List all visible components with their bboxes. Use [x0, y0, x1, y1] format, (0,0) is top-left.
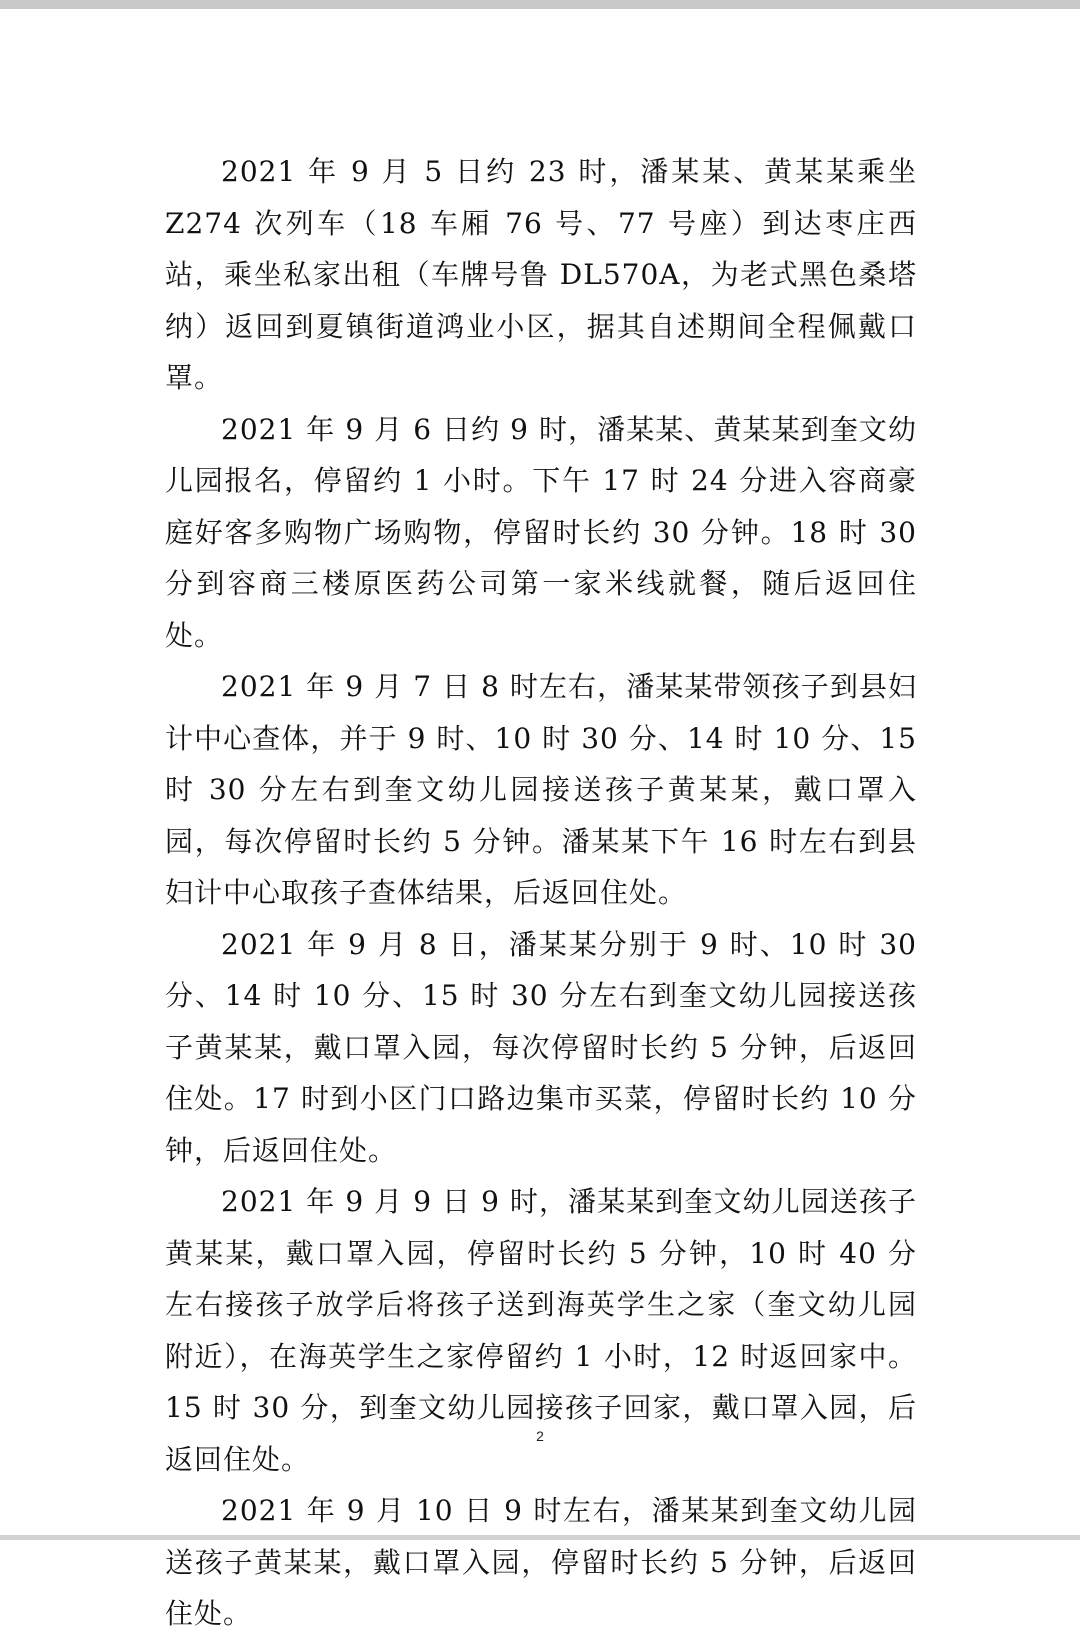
- paragraph-sep-10: 2021 年 9 月 10 日 9 时左右，潘某某到奎文幼儿园送孩子黄某某，戴口罩入园，停留时长约 5 分钟，后返回住处。: [165, 1494, 917, 1630]
- paragraph-sep-8: 2021 年 9 月 8 日，潘某某分别于 9 时、10 时 30 分、14 时 10 分、15 时 30 分左右到奎文幼儿园接送孩子黄某某，戴口罩入园，每次停留时长约 5 分钟，后返回住处。17 时到小区门口路边集市买菜，停留时长约 10 分钟，后返回住处。: [165, 927, 917, 1167]
- paragraph-sep-6: 2021 年 9 月 6 日约 9 时，潘某某、黄某某到奎文幼儿园报名，停留约 1 小时。下午 17 时 24 分进入容商豪庭好客多购物广场购物，停留时长约 30 分钟。18 时 30 分到容商三楼原医药公司第一家米线就餐，随后返回住处。: [165, 412, 917, 652]
- page-top-edge: [0, 0, 1080, 9]
- page-number: 2: [536, 1428, 544, 1444]
- paragraph-sep-9: 2021 年 9 月 9 日 9 时，潘某某到奎文幼儿园送孩子黄某某，戴口罩入园，停留时长约 5 分钟，10 时 40 分左右接孩子放学后将孩子送到海英学生之家（奎文幼儿园附近），在海英学生之家停留约 1 小时，12 时返回家中。15 时 30 分，到奎文幼儿园接孩子回家，戴口罩入园，后返回住处。: [165, 1185, 917, 1476]
- paragraph-sep-5: 2021 年 9 月 5 日约 23 时，潘某某、黄某某乘坐 Z274 次列车（18 车厢 76 号、77 号座）到达枣庄西站，乘坐私家出租（车牌号鲁 DL570A，为老式黑色桑塔纳）返回到夏镇街道鸿业小区，据其自述期间全程佩戴口罩。: [165, 155, 917, 394]
- page-bottom-edge: [0, 1535, 1080, 1540]
- document-body: [165, 146, 917, 1640]
- paragraph-sep-7: 2021 年 9 月 7 日 8 时左右，潘某某带领孩子到县妇计中心查体，并于 9 时、10 时 30 分、14 时 10 分、15 时 30 分左右到奎文幼儿园接送孩子黄某某，戴口罩入园，每次停留时长约 5 分钟。潘某某下午 16 时左右到县妇计中心取孩子查体结果，后返回住处。: [165, 670, 917, 909]
